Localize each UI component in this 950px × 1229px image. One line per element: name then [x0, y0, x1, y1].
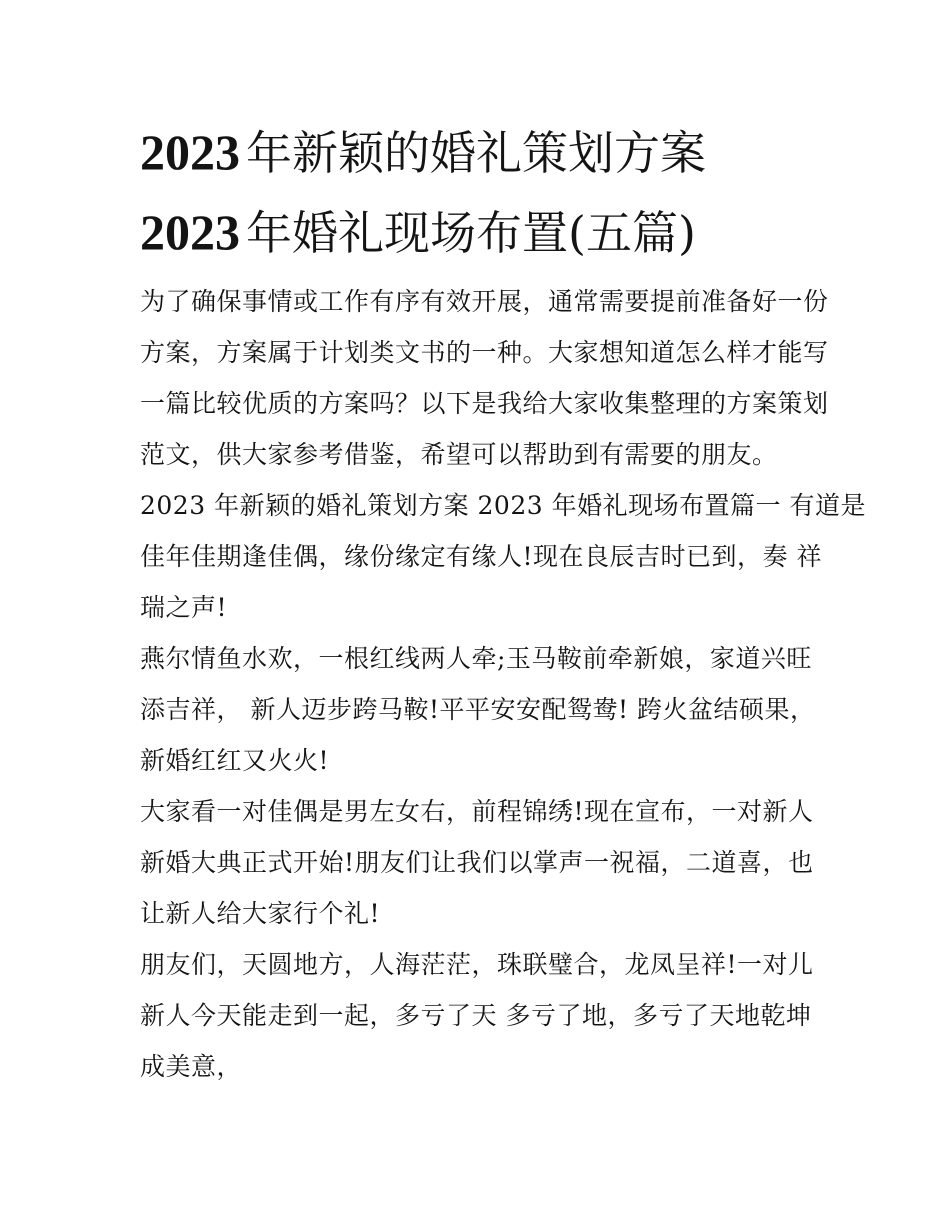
title-year: 2023	[140, 124, 240, 180]
body-line: 朋友们，天圆地方，人海茫茫，珠联璧合，龙凤呈祥!一对儿	[140, 950, 814, 979]
body-line: 范文，供大家参考借鉴，希望可以帮助到有需要的朋友。	[140, 440, 778, 469]
body-line: 新婚红红又火火!	[140, 746, 330, 775]
body-text	[140, 276, 867, 1092]
body-line: 新人今天能走到一起，多亏了天 多亏了地，多亏了天地乾坤	[140, 1001, 812, 1030]
body-line: 一篇比较优质的方案吗？以下是我给大家收集整理的方案策划	[140, 389, 829, 418]
body-line: 新婚大典正式开始!朋友们让我们以掌声一祝福，二道喜，也	[140, 848, 814, 877]
title-text: 年婚礼现场布置(五篇)	[246, 206, 696, 260]
title-line-1	[140, 112, 900, 192]
body-line: 佳年佳期逢佳偶，缘份缘定有缘人!现在良辰吉时已到，奏 祥	[140, 542, 822, 571]
body-line: 让新人给大家行个礼!	[140, 899, 381, 928]
body-line: 成美意，	[140, 1052, 243, 1081]
body-line: 添吉祥， 新人迈步跨马鞍!平平安安配鸳鸯! 跨火盆结硕果，	[140, 695, 816, 724]
body-line: 方案，方案属于计划类文书的一种。大家想知道怎么样才能写	[140, 338, 829, 367]
title-line-2	[140, 192, 900, 272]
document-title	[140, 112, 900, 272]
title-text: 年新颖的婚礼策划方案	[246, 126, 706, 180]
body-line: 燕尔情鱼水欢，一根红线两人牵;玉马鞍前牵新娘，家道兴旺	[140, 644, 812, 673]
body-line: 瑞之声!	[140, 593, 228, 622]
body-line: 大家看一对佳偶是男左女右，前程锦绣!现在宣布，一对新人	[140, 797, 814, 826]
body-line: 2023 年新颖的婚礼策划方案 2023 年婚礼现场布置篇一 有道是	[140, 491, 867, 520]
title-year: 2023	[140, 204, 240, 260]
body-line: 为了确保事情或工作有序有效开展，通常需要提前准备好一份	[140, 287, 829, 316]
